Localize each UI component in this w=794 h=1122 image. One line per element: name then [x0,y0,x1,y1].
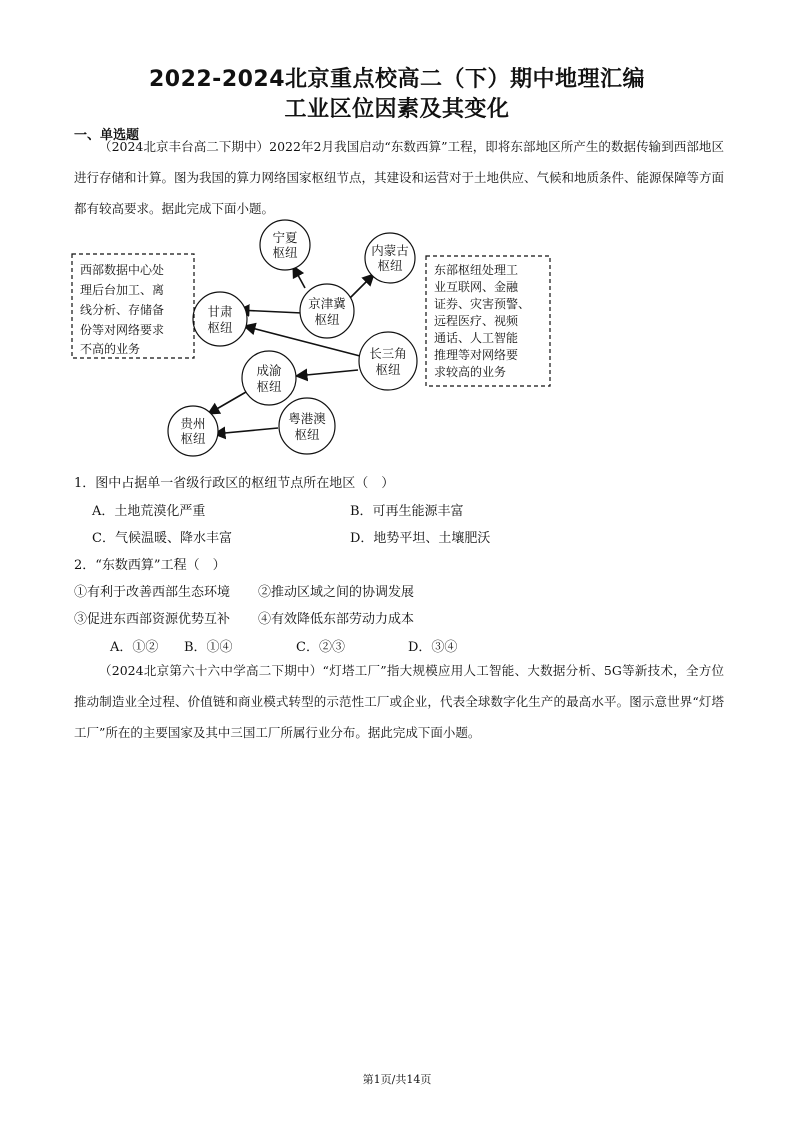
east-description-text [434,262,530,379]
q2-statement-4: ④有效降低东部劳动力成本 [258,612,415,627]
hub-label-yuegangao-sub: 枢纽 [294,427,320,442]
west-box-line-5: 不高的业务 [80,342,141,356]
hub-label-jingjinji-sub: 枢纽 [314,312,340,327]
west-box-line-4: 份等对网络要求 [80,323,165,337]
hub-node-jingjinji [300,284,354,338]
west-box-line-3: 线分析、存储备 [80,303,165,317]
computing-hub-diagram [60,218,560,468]
q2-statement-2: ②推动区域之间的协调发展 [258,585,415,600]
hub-node-yuegangao [279,398,335,454]
q2-option-c[interactable]: C．②③ [296,640,345,655]
passage-1: （2024北京丰台高二下期中）2022年2月我国启动“东数西算”工程，即将东部地区所产生的数据传输到西部地区进行存储和计算。图为我国的算力网络国家枢纽节点，其建设和运营对于土地供应、气候和地质条件、能源保障等方面都有较高要求。据此完成下面小题。 [74,139,725,216]
west-box-line-1: 西部数据中心处 [80,263,165,277]
q2-option-d[interactable]: D．③④ [408,640,458,655]
arrow-changsanjiao-chengyu [296,370,358,376]
hub-label-neimenggu-sub: 枢纽 [377,258,403,273]
hub-label-ningxia: 宁夏 [272,230,298,245]
q2-option-a[interactable]: A．①② [110,640,159,655]
passage-2: （2024北京第六十六中学高二下期中）“灯塔工厂”指大规模应用人工智能、大数据分析、5G等新技术，全方位推动制造业全过程、价值链和商业模式转型的示范性工厂或企业，代表全球数字化生产的最高水平。图示意世界“灯塔工厂”所在的主要国家及其中三国工厂所属行业分布。据此完成下面小题。 [74,663,724,740]
east-box-line-7: 求较高的业务 [434,365,507,379]
hub-label-guizhou-sub: 枢纽 [180,431,206,446]
page-number: 第1页/共14页 [362,1073,432,1086]
q1-option-a[interactable]: A．土地荒漠化严重 [92,504,206,519]
q2-statement-1: ①有利于改善西部生态环境 [74,585,231,600]
hub-label-neimenggu: 内蒙古 [371,243,409,258]
east-box-line-2: 业互联网、金融 [434,280,519,294]
hub-label-chengyu: 成渝 [256,363,282,378]
hub-node-chengyu [242,351,296,405]
q1-option-d[interactable]: D．地势平坦、土壤肥沃 [350,531,491,546]
hub-label-jingjinji: 京津冀 [308,296,346,311]
arrow-jingjinji-gansu [238,310,302,313]
hub-label-ningxia-sub: 枢纽 [272,245,298,260]
arrow-chengyu-guizhou [208,392,246,414]
hub-node-changsanjiao [359,332,417,390]
east-box-line-5: 通话、人工智能 [434,331,519,345]
q1-stem: 1．图中占据单一省级行政区的枢纽节点所在地区（ ） [74,476,395,491]
hub-label-changsanjiao: 长三角 [369,346,407,361]
east-box-line-6: 推理等对网络要 [434,348,519,362]
hub-node-gansu [193,292,247,346]
doc-title-line1: 2022-2024北京重点校高二（下）期中地理汇编 [148,67,646,92]
arrow-jingjinji-neimenggu [350,274,374,298]
east-box-line-4: 远程医疗、视频 [434,314,519,328]
doc-title-line2: 工业区位因素及其变化 [284,97,510,122]
q2-statement-3: ③促进东西部资源优势互补 [74,612,231,627]
west-description-text [80,262,164,356]
hub-label-gansu: 甘肃 [207,304,233,319]
arrow-jingjinji-ningxia [293,266,305,288]
west-box-line-2: 理后台加工、离 [80,283,165,297]
east-box-line-3: 证券、灾害预警、 [434,297,531,311]
arrow-yuegangao-guizhou [214,428,278,434]
q2-stem: 2．“东数西算”工程（ ） [74,558,226,573]
east-box-line-1: 东部枢纽处理工 [434,263,519,277]
q1-option-b[interactable]: B．可再生能源丰富 [350,504,464,519]
hub-label-gansu-sub: 枢纽 [207,320,233,335]
section-heading: 一、单选题 [74,128,140,143]
hub-label-yuegangao: 粤港澳 [288,411,326,426]
hub-label-changsanjiao-sub: 枢纽 [375,362,401,377]
hub-label-guizhou: 贵州 [180,416,206,431]
hub-label-chengyu-sub: 枢纽 [256,379,282,394]
q2-option-b[interactable]: B．①④ [184,640,233,655]
q1-option-c[interactable]: C．气候温暖、降水丰富 [92,531,232,546]
